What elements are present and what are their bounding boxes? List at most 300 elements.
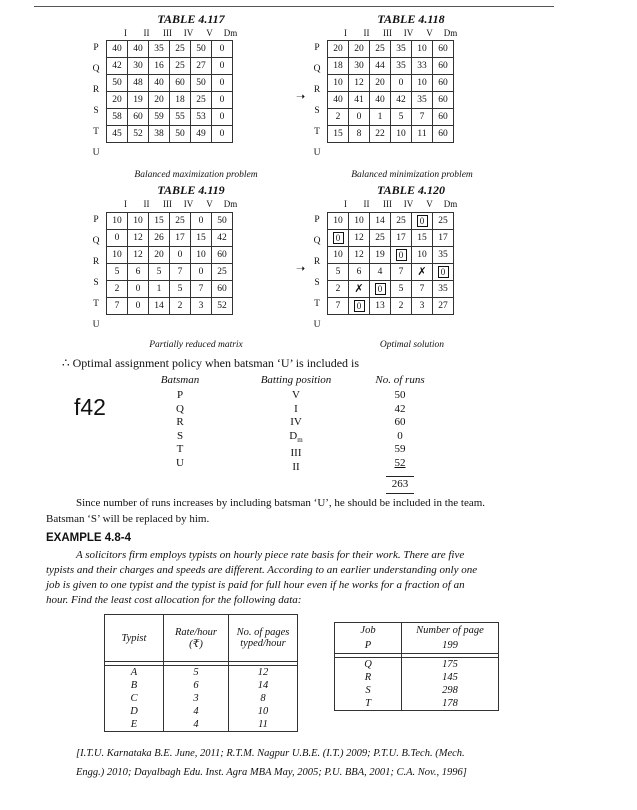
job-name: P <box>335 638 402 654</box>
cell: 10 <box>328 75 349 92</box>
policy-batsmen-column <box>160 389 200 470</box>
cell: 25 <box>370 230 391 247</box>
typist-pages: 12 <box>229 666 298 680</box>
table-subcaption: Partially reduced matrix <box>149 340 243 350</box>
cell: 0 <box>170 247 191 264</box>
cell: 42 <box>107 58 128 75</box>
reference-line: Engg.) 2010; Dayalbagh Edu. Inst. Agra MBA May, 2005; P.U. BBA, 2001; C.A. Nov., 1996] <box>76 767 467 778</box>
cell: 7 <box>191 281 212 298</box>
assigned-zero: 0 <box>396 249 407 261</box>
cell: 25 <box>391 213 412 230</box>
job-table <box>334 622 499 711</box>
row-label: P <box>314 43 320 53</box>
job-pages: 178 <box>402 697 499 711</box>
policy-positions-column <box>276 389 316 474</box>
table-row <box>328 41 454 58</box>
table-row <box>328 247 454 264</box>
table-row <box>335 638 499 654</box>
job-pages: 145 <box>402 671 499 684</box>
typist-table <box>104 614 298 732</box>
cell: 12 <box>128 230 149 247</box>
table-row <box>328 213 454 230</box>
policy-header-position: Batting position <box>260 374 332 386</box>
problem-line: A solicitors firm employs typists on hourly piece rate basis for their work. There are five <box>76 549 465 561</box>
table-caption: TABLE 4.118 <box>377 12 445 26</box>
cell: 15 <box>191 230 212 247</box>
table-row <box>107 58 233 75</box>
cell <box>433 264 454 281</box>
cell: 0 <box>191 264 212 281</box>
typist-rate: 3 <box>164 692 229 705</box>
cell: 7 <box>412 109 433 126</box>
cell: 10 <box>412 247 433 264</box>
table-row <box>107 247 233 264</box>
cell: 1 <box>149 281 170 298</box>
table-row <box>328 126 454 143</box>
row-label: S <box>93 106 99 116</box>
row-label: T <box>314 299 320 309</box>
cell: 60 <box>433 92 454 109</box>
cell: 19 <box>370 247 391 264</box>
table-subcaption: Balanced minimization problem <box>351 170 473 180</box>
assigned-zero: 0 <box>375 283 386 295</box>
cell: 30 <box>128 58 149 75</box>
typist-rate: 6 <box>164 679 229 692</box>
policy-position: V <box>292 389 300 401</box>
header-rate-line: Rate/hour <box>175 626 217 638</box>
cell: 59 <box>149 109 170 126</box>
typist-rate: 4 <box>164 718 229 732</box>
policy-runs-column <box>380 389 420 470</box>
cell: 11 <box>412 126 433 143</box>
table-row <box>328 75 454 92</box>
cell: 0 <box>212 75 233 92</box>
table-row <box>335 697 499 711</box>
cell: 60 <box>433 109 454 126</box>
example-title: EXAMPLE 4.8-4 <box>46 532 131 544</box>
row-label: S <box>314 106 320 116</box>
table-subcaption: Optimal solution <box>379 340 445 350</box>
cell: 27 <box>433 298 454 315</box>
col-header: Dm <box>443 28 458 38</box>
top-rule <box>34 6 554 7</box>
cell: 50 <box>212 213 233 230</box>
cell: 20 <box>149 92 170 109</box>
cell: 2 <box>391 298 412 315</box>
cell: 10 <box>412 75 433 92</box>
table-row <box>105 692 298 705</box>
cell: 25 <box>170 213 191 230</box>
policy-position: IV <box>290 416 302 428</box>
table-row <box>105 666 298 680</box>
cell: 22 <box>370 126 391 143</box>
cell: 40 <box>128 41 149 58</box>
table-subcaption: Balanced maximization problem <box>134 170 258 180</box>
col-header: I <box>124 28 127 38</box>
cell: 7 <box>391 264 412 281</box>
row-label: P <box>93 43 99 53</box>
row-label: S <box>93 278 99 288</box>
header-number-of-page: Number of page <box>402 623 499 639</box>
cell: 8 <box>349 126 370 143</box>
row-label: U <box>92 320 100 330</box>
cell: 20 <box>370 75 391 92</box>
references <box>76 744 556 782</box>
table-row <box>107 298 233 315</box>
cell: 20 <box>107 92 128 109</box>
cell: 14 <box>370 213 391 230</box>
cell <box>412 213 433 230</box>
row-label: T <box>93 127 99 137</box>
cell: 13 <box>370 298 391 315</box>
table-row <box>107 281 233 298</box>
table-row <box>105 718 298 732</box>
table-row <box>105 705 298 718</box>
cell: 40 <box>107 41 128 58</box>
cell: 35 <box>412 92 433 109</box>
policy-header-runs: No. of runs <box>375 374 425 386</box>
typist-pages: 10 <box>229 705 298 718</box>
assigned-zero: 0 <box>354 300 365 312</box>
table-row <box>335 658 499 672</box>
policy-batsman: P <box>176 389 184 401</box>
cell: 10 <box>412 41 433 58</box>
cell: 60 <box>433 75 454 92</box>
col-header: II <box>143 199 150 209</box>
cell: 60 <box>128 109 149 126</box>
cell <box>370 281 391 298</box>
problem-line: typists and their charges and speeds are different. According to an earlier understanding only one <box>46 564 478 576</box>
problem-line: job is given to one typist and the typist is paid for full hour even if he works for a fraction of an <box>46 579 465 591</box>
cell: 17 <box>433 230 454 247</box>
cell: 1 <box>370 109 391 126</box>
cell: 0 <box>349 109 370 126</box>
cell: 18 <box>328 58 349 75</box>
cell: 10 <box>349 213 370 230</box>
row-label: T <box>314 127 320 137</box>
policy-runs: 42 <box>394 402 406 415</box>
arrow-right-icon: ➝ <box>296 263 306 275</box>
policy-header-batsman: Batsman <box>160 374 200 386</box>
cell: 20 <box>328 41 349 58</box>
cell: 10 <box>328 247 349 264</box>
assigned-zero: 0 <box>417 215 428 227</box>
cell: 60 <box>433 58 454 75</box>
cell: 26 <box>149 230 170 247</box>
col-header: IV <box>403 199 414 209</box>
job-name: Q <box>335 658 402 672</box>
table-row <box>335 671 499 684</box>
typist-pages: 14 <box>229 679 298 692</box>
cell: 50 <box>170 126 191 143</box>
row-label: P <box>314 215 320 225</box>
col-header: I <box>124 199 127 209</box>
cell: 10 <box>107 213 128 230</box>
table-row <box>328 109 454 126</box>
col-header: V <box>426 28 433 38</box>
cell: 25 <box>191 92 212 109</box>
col-header: Dm <box>223 199 238 209</box>
cell: 25 <box>433 213 454 230</box>
cell: 7 <box>328 298 349 315</box>
col-header: IV <box>183 199 194 209</box>
cell: 0 <box>128 298 149 315</box>
typist-rate: 5 <box>164 666 229 680</box>
col-header: I <box>344 28 347 38</box>
header-typist: Typist <box>105 615 164 662</box>
cell: 10 <box>328 213 349 230</box>
page-label: f42 <box>74 394 106 420</box>
cell: 0 <box>128 281 149 298</box>
cell: 60 <box>433 126 454 143</box>
policy-runs: 50 <box>394 389 406 401</box>
cell: 0 <box>191 213 212 230</box>
col-header: Dm <box>443 199 458 209</box>
table-row <box>107 230 233 247</box>
col-header: II <box>363 199 370 209</box>
policy-batsman: Q <box>176 402 184 415</box>
row-label: Q <box>92 64 100 74</box>
policy-total: 263 <box>391 478 409 490</box>
cell: 12 <box>349 75 370 92</box>
policy-position: II <box>292 460 300 473</box>
cell: 10 <box>128 213 149 230</box>
reference-line: [I.T.U. Karnataka B.E. June, 2011; R.T.M. Nagpur U.B.E. (I.T.) 2009; P.T.U. B.Tech. (Mech. <box>76 748 465 759</box>
table-row <box>107 92 233 109</box>
cell: 12 <box>349 247 370 264</box>
cell: 60 <box>170 75 191 92</box>
col-header: I <box>344 199 347 209</box>
row-label: Q <box>92 236 100 246</box>
cell <box>328 230 349 247</box>
cell: 42 <box>212 230 233 247</box>
header-rate <box>164 615 229 662</box>
policy-runs: 52 <box>394 456 406 469</box>
row-label: U <box>313 320 321 330</box>
table-header-row <box>335 623 499 639</box>
row-label: T <box>93 299 99 309</box>
job-pages: 175 <box>402 658 499 672</box>
row-label: Q <box>313 64 321 74</box>
cell: 38 <box>149 126 170 143</box>
cell: 52 <box>212 298 233 315</box>
assigned-zero: 0 <box>438 266 449 278</box>
col-header-row <box>335 28 461 38</box>
total-rule <box>386 476 414 477</box>
cell: 2 <box>107 281 128 298</box>
col-header: III <box>383 28 392 38</box>
table-row <box>328 264 454 281</box>
table-row <box>328 230 454 247</box>
cell: 7 <box>412 281 433 298</box>
cell: 35 <box>433 247 454 264</box>
cell: 0 <box>212 58 233 75</box>
cell: 35 <box>433 281 454 298</box>
col-header-row <box>115 199 241 209</box>
cell: 4 <box>370 264 391 281</box>
cell <box>349 281 370 298</box>
typist-pages: 8 <box>229 692 298 705</box>
cell: 35 <box>391 41 412 58</box>
cell: 0 <box>212 41 233 58</box>
typist-pages: 11 <box>229 718 298 732</box>
table-row <box>107 126 233 143</box>
cell: 27 <box>191 58 212 75</box>
cell: 0 <box>107 230 128 247</box>
table-row <box>328 92 454 109</box>
table-caption: TABLE 4.117 <box>157 12 225 26</box>
col-header-row <box>335 199 461 209</box>
cell: 50 <box>191 75 212 92</box>
policy-runs: 0 <box>397 429 403 442</box>
col-header: V <box>206 199 213 209</box>
cell: 20 <box>149 247 170 264</box>
cell: 7 <box>170 264 191 281</box>
cell: 25 <box>170 41 191 58</box>
col-header: Dm <box>223 28 238 38</box>
typist-name: D <box>105 705 164 718</box>
conclusion-line-2: Batsman ‘S’ will be replaced by him. <box>46 513 210 525</box>
col-header: V <box>206 28 213 38</box>
cell: 3 <box>412 298 433 315</box>
cell: 19 <box>128 92 149 109</box>
table-row <box>107 213 233 230</box>
cell: 17 <box>170 230 191 247</box>
cell: 60 <box>433 41 454 58</box>
table-row <box>105 679 298 692</box>
table-caption: TABLE 4.119 <box>157 183 225 197</box>
table-row <box>335 684 499 697</box>
policy-position-dm <box>276 430 316 448</box>
row-label: R <box>92 257 100 267</box>
row-label: R <box>313 85 321 95</box>
cell: 0 <box>212 126 233 143</box>
cell: 10 <box>107 247 128 264</box>
cell: 60 <box>212 281 233 298</box>
header-pages <box>229 615 298 662</box>
cell <box>391 247 412 264</box>
crossed-zero-icon: ✗ <box>354 282 364 295</box>
cell <box>412 264 433 281</box>
cell: 45 <box>107 126 128 143</box>
row-label: S <box>314 278 320 288</box>
cell: 20 <box>349 41 370 58</box>
cell <box>349 298 370 315</box>
col-header-row <box>115 28 241 38</box>
cell: 42 <box>391 92 412 109</box>
cell: 7 <box>107 298 128 315</box>
policy-batsman: S <box>176 429 184 442</box>
table-row <box>107 75 233 92</box>
cell: 12 <box>349 230 370 247</box>
cell: 5 <box>391 281 412 298</box>
cell: 35 <box>391 58 412 75</box>
cell: 5 <box>328 264 349 281</box>
cell: 5 <box>170 281 191 298</box>
cell: 25 <box>212 264 233 281</box>
policy-position: D <box>289 429 298 442</box>
cell: 2 <box>170 298 191 315</box>
assigned-zero: 0 <box>333 232 344 244</box>
cell: 25 <box>170 58 191 75</box>
crossed-zero-icon: ✗ <box>417 265 427 278</box>
col-header: II <box>143 28 150 38</box>
cell: 40 <box>149 75 170 92</box>
col-header: II <box>363 28 370 38</box>
cell: 15 <box>412 230 433 247</box>
policy-batsman: R <box>176 416 184 428</box>
table-header-row <box>105 615 298 662</box>
cell: 30 <box>349 58 370 75</box>
cell: 16 <box>149 58 170 75</box>
job-name: S <box>335 684 402 697</box>
col-header: IV <box>183 28 194 38</box>
cell: 0 <box>212 92 233 109</box>
cell: 48 <box>128 75 149 92</box>
job-pages: 298 <box>402 684 499 697</box>
cell: 40 <box>370 92 391 109</box>
arrow-right-icon: ➝ <box>296 91 306 103</box>
policy-runs: 60 <box>394 416 406 428</box>
table-row <box>107 109 233 126</box>
col-header: IV <box>403 28 414 38</box>
row-label: R <box>92 85 100 95</box>
table-row <box>328 298 454 315</box>
conclusion-line-1: Since number of runs increases by including batsman ‘U’, he should be included in the team. <box>76 497 486 509</box>
cell: 53 <box>191 109 212 126</box>
cell: 14 <box>149 298 170 315</box>
policy-position: I <box>294 402 298 415</box>
row-label: U <box>313 148 321 158</box>
cell: 15 <box>149 213 170 230</box>
policy-batsman: T <box>176 443 184 455</box>
cell: 5 <box>391 109 412 126</box>
cell: 58 <box>107 109 128 126</box>
cell: 44 <box>370 58 391 75</box>
col-header: III <box>163 28 172 38</box>
policy-runs: 59 <box>394 443 406 455</box>
header-job: Job <box>335 623 402 639</box>
job-name: T <box>335 697 402 711</box>
cell: 41 <box>349 92 370 109</box>
cell: 6 <box>349 264 370 281</box>
cell: 49 <box>191 126 212 143</box>
cell: 50 <box>107 75 128 92</box>
typist-name: C <box>105 692 164 705</box>
matrix-table-4-117 <box>106 40 233 143</box>
header-pages-line: typed/hour <box>240 638 286 649</box>
cell: 10 <box>391 126 412 143</box>
row-label: U <box>92 148 100 158</box>
col-header: V <box>426 199 433 209</box>
policy-position: III <box>290 447 302 460</box>
matrix-table-4-120 <box>327 212 454 315</box>
cell: 60 <box>212 247 233 264</box>
cell: 18 <box>170 92 191 109</box>
matrix-table-4-118 <box>327 40 454 143</box>
row-label: P <box>93 215 99 225</box>
typist-name: E <box>105 718 164 732</box>
cell: 2 <box>328 281 349 298</box>
matrix-table-4-119 <box>106 212 233 315</box>
table-caption: TABLE 4.120 <box>376 183 445 197</box>
cell: 15 <box>328 126 349 143</box>
cell: 52 <box>128 126 149 143</box>
cell: 40 <box>328 92 349 109</box>
table-row <box>328 281 454 298</box>
subscript: m <box>297 435 303 444</box>
col-header: III <box>163 199 172 209</box>
